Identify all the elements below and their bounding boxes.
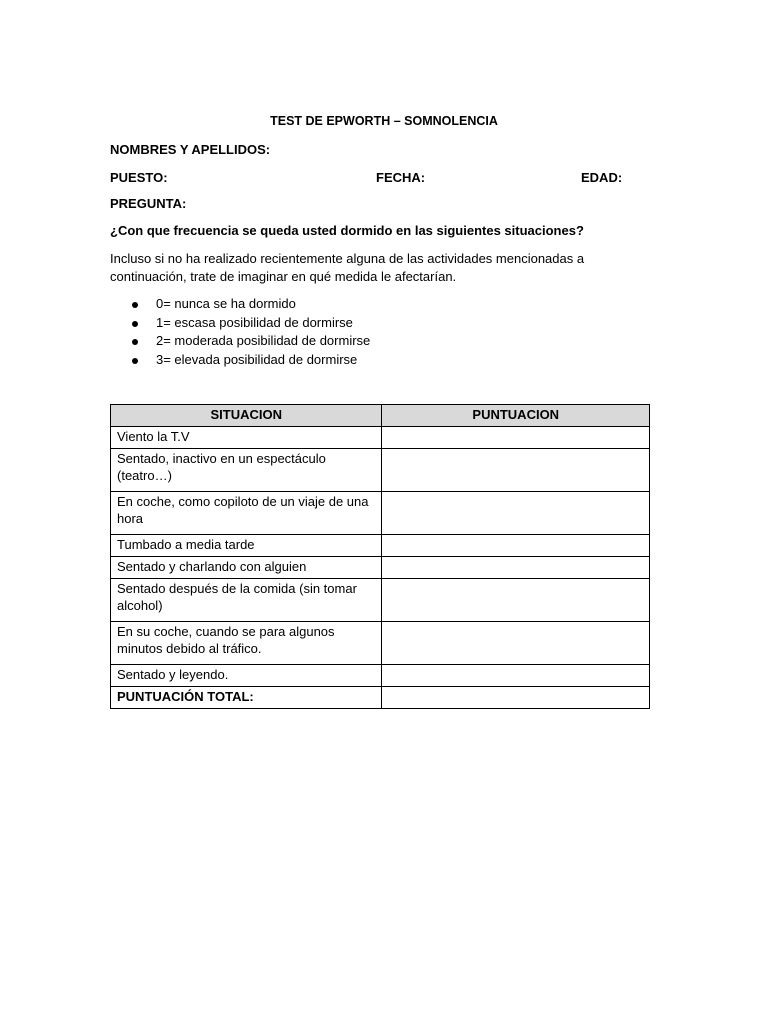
- situacion-cell: Sentado y leyendo.: [111, 665, 382, 687]
- situacion-cell: En coche, como copiloto de un viaje de una hora: [111, 492, 382, 535]
- situacion-cell: Sentado después de la comida (sin tomar alcohol): [111, 579, 382, 622]
- puntuacion-cell[interactable]: [382, 579, 650, 622]
- scale-item: [110, 332, 370, 351]
- table-row: [111, 557, 650, 579]
- bullet-icon: [132, 339, 138, 345]
- table-row: [111, 665, 650, 687]
- scale-item-text: 1= escasa posibilidad de dormirse: [156, 314, 353, 330]
- puntuacion-cell[interactable]: [382, 665, 650, 687]
- instructions-paragraph: [110, 250, 610, 286]
- puesto-label: PUESTO:: [110, 170, 168, 185]
- scale-item-text: 0= nunca se ha dormido: [156, 296, 296, 311]
- table-header-row: [111, 405, 650, 427]
- document-title: TEST DE EPWORTH – SOMNOLENCIA: [270, 114, 498, 128]
- scale-list: [110, 295, 370, 369]
- situacion-cell: Tumbado a media tarde: [111, 535, 382, 557]
- total-label: PUNTUACIÓN TOTAL:: [111, 687, 382, 709]
- fecha-label: FECHA:: [376, 170, 426, 185]
- situacion-cell: En su coche, cuando se para algunos minutos debido al tráfico.: [111, 622, 382, 665]
- table-row: [111, 535, 650, 557]
- table-row: [111, 427, 650, 449]
- nombres-label: NOMBRES Y APELLIDOS:: [110, 142, 271, 157]
- scale-item: [110, 295, 370, 314]
- total-row: [111, 687, 650, 709]
- pregunta-label: PREGUNTA:: [110, 196, 187, 211]
- scale-item: [110, 351, 370, 370]
- instructions-line-1: Incluso si no ha realizado recientemente alguna de las actividades mencionadas a: [110, 251, 585, 266]
- table-row: [111, 449, 650, 492]
- scale-item-text: 3= elevada posibilidad de dormirse: [156, 351, 358, 367]
- puntuacion-cell[interactable]: [382, 449, 650, 492]
- question-text: ¿Con que frecuencia se queda usted dormido en las siguientes situaciones?: [110, 223, 584, 238]
- scale-item: [110, 314, 370, 333]
- bullet-icon: [132, 358, 138, 364]
- bullet-icon: [132, 321, 138, 327]
- puntuacion-cell[interactable]: [382, 427, 650, 449]
- situacion-cell: Sentado y charlando con alguien: [111, 557, 382, 579]
- edad-label: EDAD:: [581, 170, 623, 185]
- situacion-cell: Sentado, inactivo en un espectáculo (teatro…): [111, 449, 382, 492]
- epworth-table: [110, 404, 650, 709]
- table-row: [111, 622, 650, 665]
- scale-item-text: 2= moderada posibilidad de dormirse: [156, 333, 371, 348]
- header-puntuacion: PUNTUACION: [382, 405, 650, 427]
- table-row: [111, 492, 650, 535]
- puntuacion-cell[interactable]: [382, 492, 650, 535]
- instructions-line-2: continuación, trate de imaginar en qué medida le afectarían.: [110, 269, 457, 284]
- puntuacion-cell[interactable]: [382, 557, 650, 579]
- total-value-cell[interactable]: [382, 687, 650, 709]
- puntuacion-cell[interactable]: [382, 622, 650, 665]
- situacion-cell: Viento la T.V: [111, 427, 382, 449]
- bullet-icon: [132, 302, 138, 308]
- header-situacion: SITUACION: [111, 405, 382, 427]
- puntuacion-cell[interactable]: [382, 535, 650, 557]
- table-row: [111, 579, 650, 622]
